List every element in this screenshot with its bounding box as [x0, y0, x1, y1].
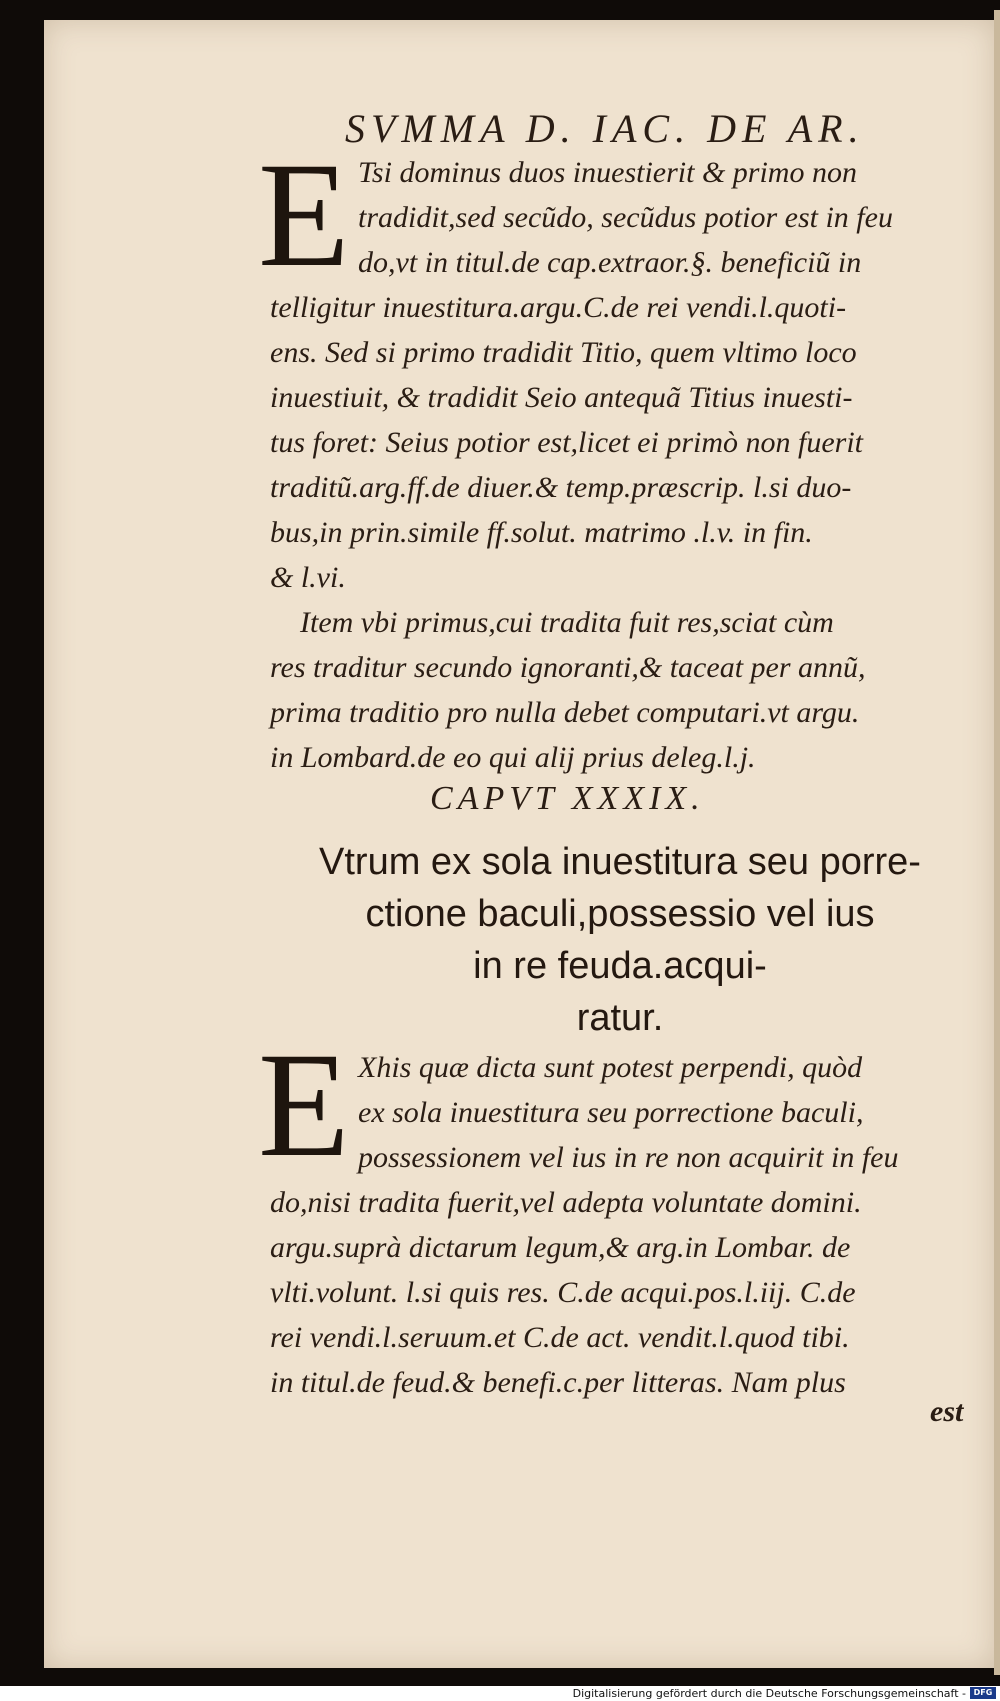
dfg-logo-icon: DFG — [970, 1687, 996, 1699]
text-line: in Lombard.de eo qui alij prius deleg.l.j. — [270, 741, 756, 774]
drop-cap-1: E — [258, 132, 350, 298]
chapter-title: CAPVT XXXIX. — [430, 780, 705, 817]
text-line: prima traditio pro nulla debet computari.vt argu. — [270, 696, 860, 729]
text-line: & l.vi. — [270, 561, 346, 594]
drop-cap-2: E — [258, 1022, 350, 1188]
text-line: res traditur secundo ignoranti,& taceat per annũ, — [270, 651, 866, 684]
text-line: telligitur inuestitura.argu.C.de rei vendi.l.quoti- — [270, 291, 847, 324]
text-line: do,vt in titul.de cap.extraor.§. beneficiũ in — [358, 246, 862, 279]
heading-line: Vtrum ex sola inuestitura seu porre- — [319, 841, 921, 883]
text-line: Xhis quæ dicta sunt potest perpendi, quòd — [358, 1051, 863, 1084]
text-line: do,nisi tradita fuerit,vel adepta voluntate domini. — [270, 1186, 862, 1219]
heading-line: in re feuda.acqui- — [473, 945, 767, 987]
text-block-1 — [270, 150, 970, 780]
text-line: in titul.de feud.& benefi.c.per litteras. Nam plus — [270, 1366, 846, 1399]
text-line: rei vendi.l.seruum.et C.de act. vendit.l.quod tibi. — [270, 1321, 850, 1354]
page-edge — [994, 10, 1000, 1675]
text-line: Item vbi primus,cui tradita fuit res,sciat cùm — [300, 606, 834, 639]
text-block-2 — [270, 1045, 970, 1405]
text-line: argu.suprà dictarum legum,& arg.in Lombar. de — [270, 1231, 851, 1264]
text-line: ens. Sed si primo tradidit Titio, quem vltimo loco — [270, 336, 857, 369]
text-line: tus foret: Seius potior est,licet ei primò non fuerit — [270, 426, 863, 459]
running-head: SVMMA D. IAC. DE AR. — [345, 106, 865, 151]
text-line: vlti.volunt. l.si quis res. C.de acqui.pos.l.iij. C.de — [270, 1276, 856, 1309]
text-line: traditũ.arg.ff.de diuer.& temp.præscrip. l.si duo- — [270, 471, 852, 504]
text-line: ex sola inuestitura seu porrectione baculi, — [358, 1096, 864, 1129]
text-line: tradidit,sed secũdo, secũdus potior est in feu — [358, 201, 893, 234]
text-line: possessionem vel ius in re non acquirit in feu — [358, 1141, 899, 1174]
digitization-footer — [0, 1686, 1000, 1701]
text-line: inuestiuit, & tradidit Seio antequã Titius inuesti- — [270, 381, 853, 414]
text-line: bus,in prin.simile ff.solut. matrimo .l.v. in fin. — [270, 516, 813, 549]
footer-credit: Digitalisierung gefördert durch die Deutsche Forschungsgemeinschaft - — [572, 1687, 966, 1700]
heading-line: ratur. — [576, 997, 664, 1039]
text-line: Tsi dominus duos inuestierit & primo non — [358, 156, 857, 189]
heading-line: ctione baculi,possessio vel ius — [365, 893, 875, 935]
catchword: est — [930, 1395, 964, 1428]
chapter-heading — [270, 836, 970, 1044]
